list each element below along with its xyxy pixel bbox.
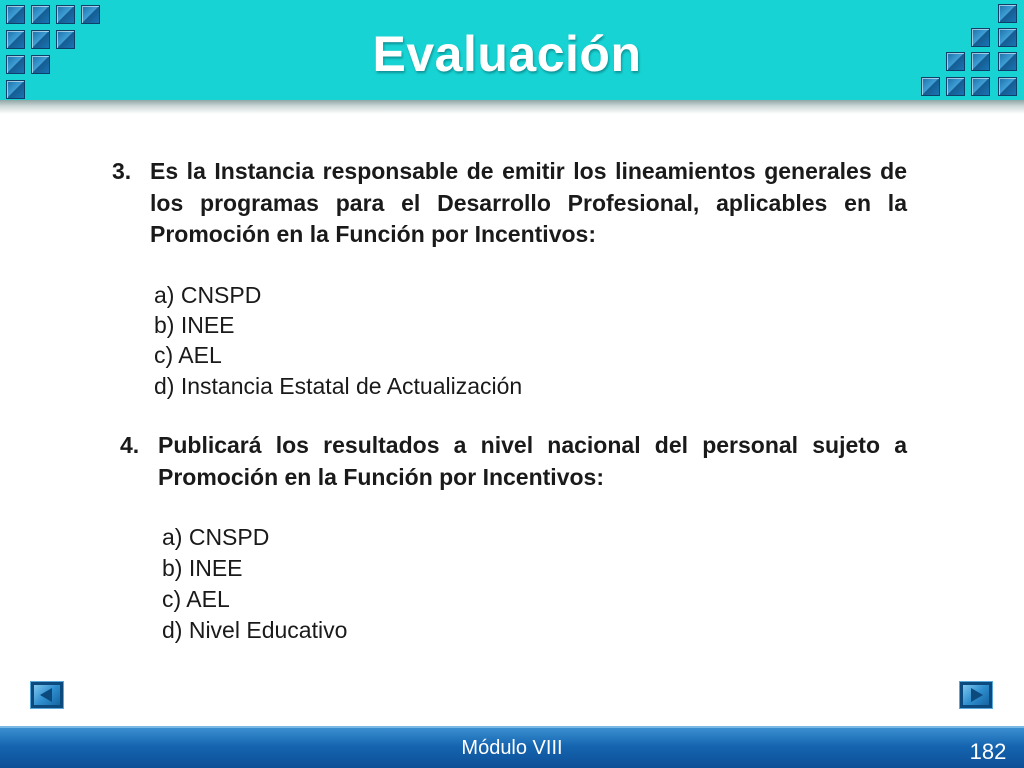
question-text: Es la Instancia responsable de emitir los lineamientos generales de los programas para el Desarrollo Profesional, aplicables en la Promoción en la Función por Incentivos:: [150, 158, 907, 247]
answer-option: b) INEE: [154, 312, 235, 338]
previous-slide-button[interactable]: [31, 682, 63, 708]
question-number: 4.: [120, 432, 140, 458]
answer-option: a) CNSPD: [162, 524, 270, 550]
previous-slide-icon: [34, 685, 60, 705]
next-slide-button[interactable]: [960, 682, 992, 708]
answer-option: a) CNSPD: [154, 282, 262, 308]
next-slide-icon: [963, 685, 989, 705]
answer-option: c) AEL: [154, 342, 222, 368]
answer-option: d) Nivel Educativo: [162, 617, 348, 643]
slide-title: Evaluación: [372, 26, 642, 82]
question-text: Publicará los resultados a nivel nacional del personal sujeto a Promoción en la Función por Incentivos:: [158, 432, 907, 490]
answer-option: d) Instancia Estatal de Actualización: [154, 373, 523, 399]
module-label: Módulo VIII: [461, 737, 563, 759]
answer-option: b) INEE: [162, 555, 243, 581]
question-number: 3.: [112, 158, 132, 184]
page-number: 182: [969, 739, 1007, 764]
answer-option: c) AEL: [162, 586, 230, 612]
